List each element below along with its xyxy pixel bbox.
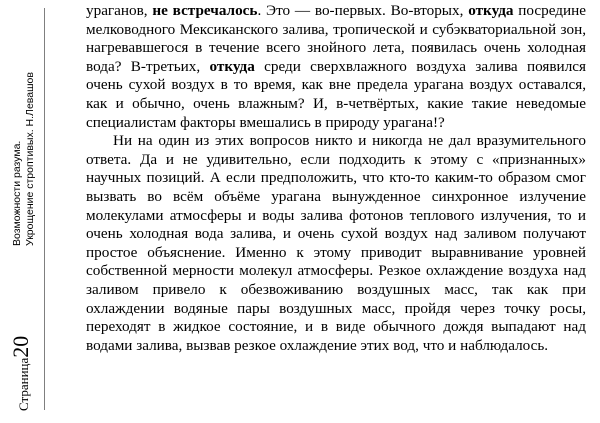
page-number-block xyxy=(8,336,34,411)
text-run: посредине мелководного Мексиканского залива, тропической и субэкваториальной зон, нагревавшегося в течение всего знойного лета, появилась очень холодная вода? В-третьих, xyxy=(86,2,587,75)
running-header-title: Возможности разума. xyxy=(11,140,23,246)
page-sidebar xyxy=(0,0,48,423)
sidebar-divider xyxy=(44,8,45,410)
text-run: . Это — во-первых. Во-вторых, xyxy=(257,2,469,19)
running-header xyxy=(11,72,37,246)
page-label: Страница xyxy=(16,357,31,411)
running-header-subtitle: Укрощение строптивых. Н.Левашов xyxy=(24,72,36,246)
bold-text: не встречалось xyxy=(152,2,258,19)
paragraph xyxy=(86,2,586,132)
bold-text: откуда xyxy=(468,2,514,19)
paragraph xyxy=(86,132,586,355)
text-run: ураганов, xyxy=(86,2,153,19)
body-text xyxy=(86,2,586,355)
page-number: 20 xyxy=(8,335,33,358)
text-run: среди сверхвлажного воздуха залива появился очень сухой воздух в то время, как вне предела урагана воздух оставался, как и обычно, очень влажным? И, в-четвёртых, какие такие неведомые специалистам факторы вмешались в природу урагана!? xyxy=(86,57,586,131)
text-run: Ни на один из этих вопросов никто и никогда не дал вразумительного ответа. Да и не удивительно, если подходить к этому с «признанных» научных позиций. А если предположить, что кто-то каким-то образом смог вызвать во всём объёме урагана вынужденное синхронное излучение молекулами атмосферы и воды залива фотонов теплового излучения, то и очень холодная вода залива, и очень сухой воздух над заливом получают простое объяснение. Именно к этому приводит выравнивание уровней собственной мерности молекул атмосферы. Резкое охлаждение воздуха над заливом привело к обезвоживанию воздушных масс, так как при охлаждении водяные пары воздушных масс, пройдя через точку росы, переходят в жидкое состояние, и в виде обычного дождя выпадают над водами залива, вызвав резкое охлаждение этих вод, что и наблюдалось. xyxy=(86,132,586,354)
bold-text: откуда xyxy=(209,57,255,75)
